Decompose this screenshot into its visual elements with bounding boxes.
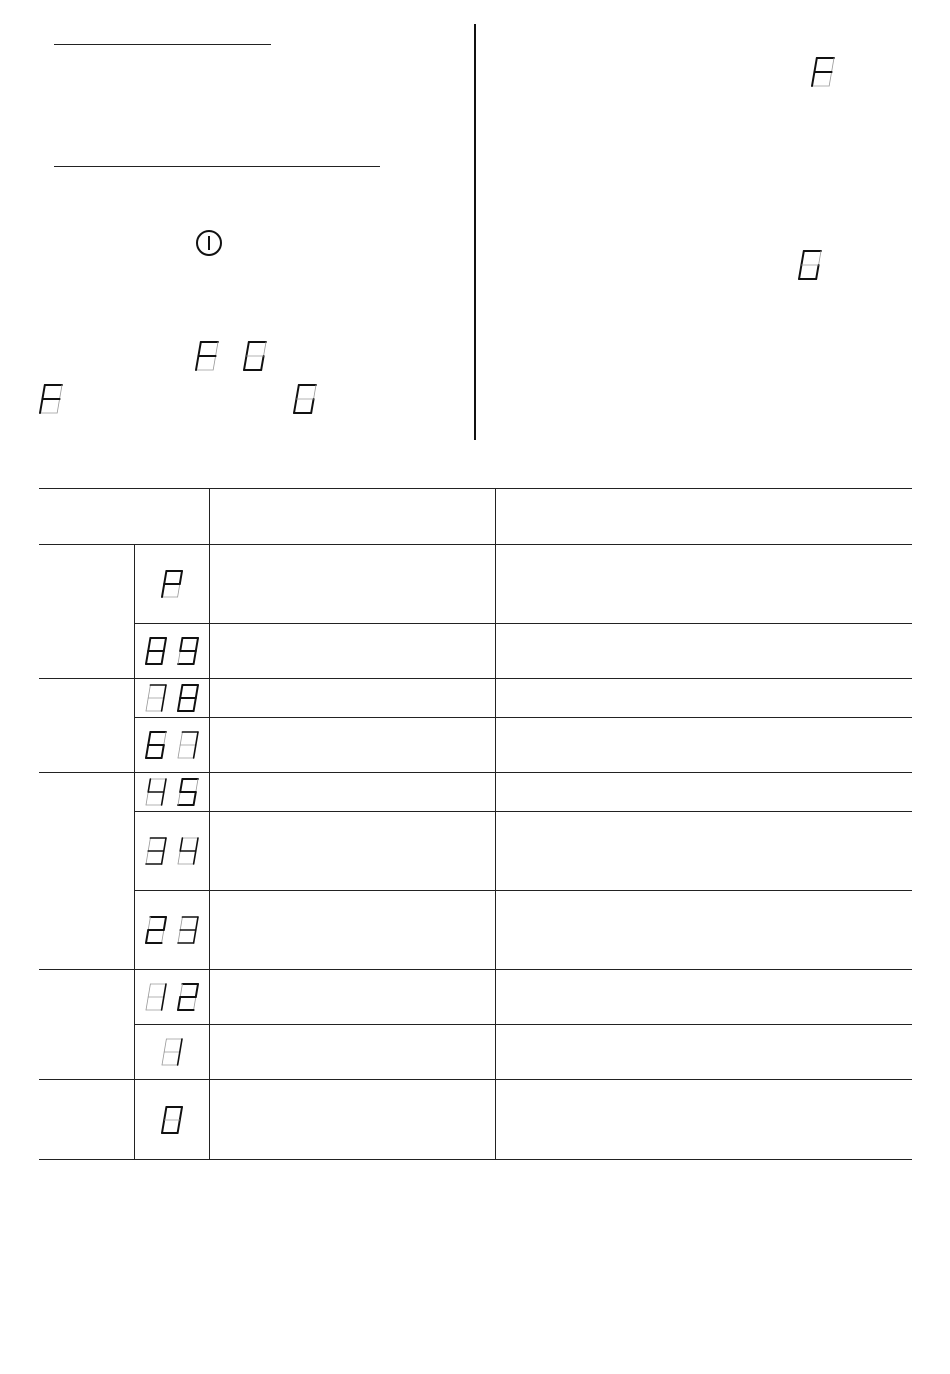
table-row: [39, 1025, 912, 1080]
table-row: [39, 773, 912, 812]
segment-digit: [160, 1037, 184, 1067]
segment-symbol-g-line: [292, 383, 318, 415]
usage-cell: [495, 812, 912, 891]
table-header-row: [39, 489, 912, 545]
usage-cell: [495, 545, 912, 624]
segment-symbol-g-right: [797, 249, 823, 281]
table-header-cell: [209, 489, 495, 545]
function-cell: [209, 1025, 495, 1080]
segment-digit: [176, 836, 200, 866]
function-cell: [209, 718, 495, 773]
table-row: [39, 891, 912, 970]
power-level-display: [134, 773, 209, 812]
segment-digit: [144, 982, 168, 1012]
segment-digit: [144, 915, 168, 945]
function-cell: [209, 1080, 495, 1160]
segment-symbol-g-inline: [242, 340, 268, 372]
power-level-display: [134, 718, 209, 773]
table-header-cell: [39, 489, 209, 545]
segment-digit: [176, 982, 200, 1012]
group-cell: [39, 545, 134, 679]
segment-digit: [144, 777, 168, 807]
segment-digit: [176, 636, 200, 666]
group-cell: [39, 970, 134, 1080]
segment-digit: [144, 636, 168, 666]
column-divider: [474, 24, 476, 440]
group-cell: [39, 1080, 134, 1160]
segment-symbol-f-right: [810, 56, 836, 88]
power-level-display: [134, 679, 209, 718]
usage-cell: [495, 718, 912, 773]
function-cell: [209, 679, 495, 718]
function-cell: [209, 891, 495, 970]
segment-digit: [160, 569, 184, 599]
table-row: [39, 679, 912, 718]
power-icon: [195, 229, 223, 262]
power-level-display: [134, 891, 209, 970]
function-cell: [209, 773, 495, 812]
group-cell: [39, 773, 134, 970]
segment-symbol-f-inline: [194, 340, 220, 372]
power-level-display: [134, 812, 209, 891]
settings-table: [39, 488, 912, 1160]
table-row: [39, 970, 912, 1025]
heading-rule-1: [54, 44, 271, 45]
segment-digit: [144, 730, 168, 760]
usage-cell: [495, 679, 912, 718]
group-cell: [39, 679, 134, 773]
segment-digit: [176, 915, 200, 945]
function-cell: [209, 970, 495, 1025]
usage-cell: [495, 1025, 912, 1080]
table-row: [39, 718, 912, 773]
table-row: [39, 1080, 912, 1160]
power-level-display: [134, 1080, 209, 1160]
power-level-display: [134, 624, 209, 679]
usage-cell: [495, 773, 912, 812]
segment-digit: [144, 683, 168, 713]
segment-digit: [176, 730, 200, 760]
usage-cell: [495, 970, 912, 1025]
usage-cell: [495, 1080, 912, 1160]
table-header-cell: [495, 489, 912, 545]
segment-digit: [144, 836, 168, 866]
power-level-display: [134, 545, 209, 624]
power-level-display: [134, 1025, 209, 1080]
heading-rule-2: [54, 166, 380, 167]
usage-cell: [495, 891, 912, 970]
function-cell: [209, 624, 495, 679]
table-row: [39, 812, 912, 891]
function-cell: [209, 545, 495, 624]
usage-cell: [495, 624, 912, 679]
segment-symbol-f-line: [38, 383, 64, 415]
segment-digit: [160, 1105, 184, 1135]
function-cell: [209, 812, 495, 891]
segment-digit: [176, 683, 200, 713]
table-row: [39, 545, 912, 624]
segment-digit: [176, 777, 200, 807]
power-level-display: [134, 970, 209, 1025]
table-row: [39, 624, 912, 679]
